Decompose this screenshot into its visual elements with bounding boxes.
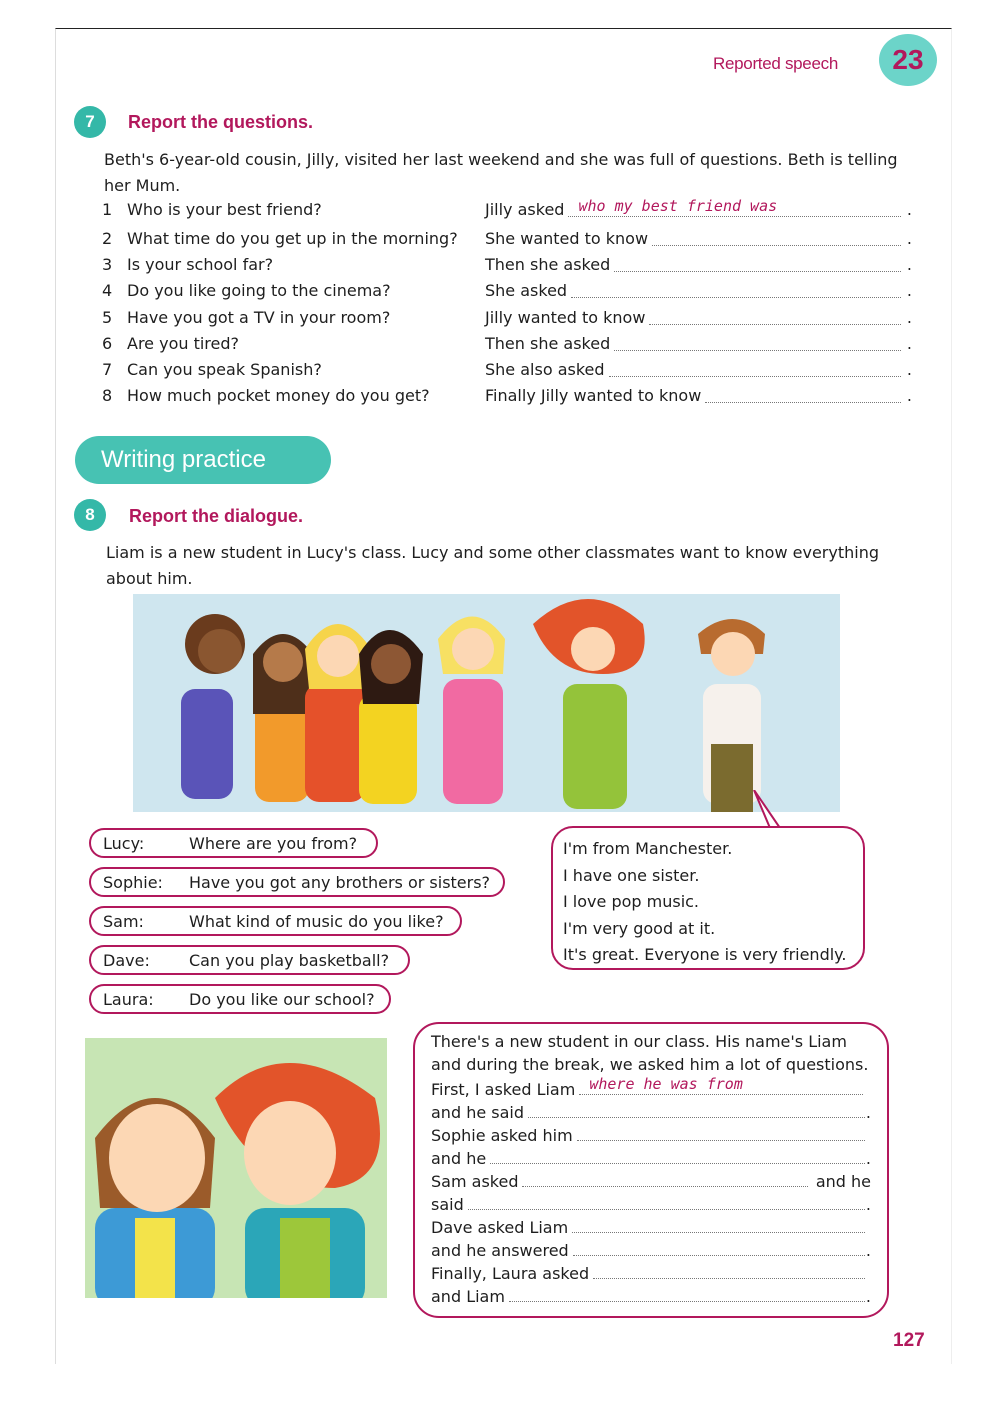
exercise-7-intro: Beth's 6-year-old cousin, Jilly, visited her last weekend and she was full of questions. Beth is telling her Mum. [104, 150, 898, 195]
speaker-question: Have you got any brothers or sisters? [189, 872, 491, 892]
story-blank[interactable] [490, 1147, 865, 1164]
question-number: 3 [102, 255, 113, 274]
section-title: Reported speech [713, 54, 838, 73]
question-pill-dave [89, 945, 410, 975]
answer-lead: Then she asked [485, 334, 611, 353]
question-pill-sam [89, 906, 462, 936]
answer-blank[interactable] [649, 308, 900, 325]
liam-answers-bubble [551, 826, 865, 970]
story-blank[interactable] [528, 1101, 865, 1118]
handwritten-answer: where he was from [589, 1075, 743, 1093]
answer-lead: Then she asked [485, 255, 611, 274]
exercise-8-number: 8 [74, 499, 106, 531]
speaker-question: Can you play basketball? [189, 950, 390, 970]
exercise-8-title: Report the dialogue. [129, 506, 304, 526]
unit-badge: 23 [879, 34, 937, 86]
answer-area: Jilly wanted to know . [485, 308, 912, 334]
story-blank[interactable] [579, 1075, 863, 1095]
question-row [102, 360, 912, 386]
liam-answer: I'm from Manchester. [563, 839, 733, 858]
answer-area: Then she asked . [485, 334, 912, 360]
story-blank[interactable] [522, 1170, 807, 1187]
two-girls-illustration [85, 1038, 387, 1298]
story-lead: and he said [431, 1103, 524, 1122]
story-line: and he answered . [431, 1241, 871, 1260]
exercise-7-number: 7 [74, 106, 106, 138]
question-text: Are you tired? [127, 334, 240, 353]
story-lead: and he [431, 1149, 487, 1168]
story-blank[interactable] [593, 1262, 865, 1279]
story-lead: Finally, Laura asked [431, 1264, 590, 1283]
answer-lead: Finally Jilly wanted to know [485, 386, 702, 405]
story-lead: and Liam [431, 1287, 505, 1306]
story-lead: First, I asked Liam [431, 1080, 576, 1099]
answer-area: She asked . [485, 281, 912, 307]
story-lead: Sam asked [431, 1172, 519, 1191]
answer-area: Jilly asked who my best friend was . [485, 200, 912, 226]
question-row [102, 229, 912, 255]
question-number: 2 [102, 229, 113, 248]
story-box [413, 1022, 889, 1318]
question-row [102, 281, 912, 307]
answer-area: She wanted to know . [485, 229, 912, 255]
students-drawing [133, 594, 840, 812]
question-row [102, 334, 912, 360]
question-text: Can you speak Spanish? [127, 360, 322, 379]
story-line: and he . [431, 1149, 871, 1168]
story-intro: There's a new student in our class. His name's Liam and during the break, we asked him a lot of questions. [431, 1032, 869, 1074]
answer-lead: Jilly wanted to know [485, 308, 646, 327]
liam-answer: I love pop music. [563, 892, 700, 911]
answer-blank[interactable] [568, 197, 900, 217]
story-line [431, 1168, 871, 1191]
page-number: 127 [893, 1330, 925, 1351]
answer-lead: Jilly asked [485, 200, 565, 219]
question-text: Who is your best friend? [127, 200, 322, 219]
answer-blank[interactable] [705, 386, 901, 403]
answer-lead: She wanted to know [485, 229, 649, 248]
story-line: and Liam . [431, 1287, 871, 1306]
story-tail: and he [815, 1172, 871, 1191]
question-number: 5 [102, 308, 113, 327]
liam-answer: I'm very good at it. [563, 918, 716, 938]
question-row [102, 386, 912, 412]
answer-area: Then she asked . [485, 255, 912, 281]
answer-blank[interactable] [571, 281, 901, 298]
story-line [431, 1260, 871, 1283]
question-text: Do you like going to the cinema? [127, 281, 391, 300]
speaker-name: Sam: [103, 911, 144, 931]
story-lead: Sophie asked him [431, 1126, 573, 1145]
speaker-question: Do you like our school? [189, 989, 375, 1009]
liam-answer: It's great. Everyone is very friendly. [563, 945, 847, 964]
story-blank[interactable] [509, 1285, 865, 1302]
story-lead: Dave asked Liam [431, 1218, 569, 1237]
story-blank[interactable] [577, 1124, 865, 1141]
bubble-tail [752, 790, 782, 830]
story-line [431, 1214, 871, 1237]
exercise-7-title: Report the questions. [128, 112, 314, 132]
question-pill-sophie [89, 867, 505, 897]
question-number: 1 [102, 200, 113, 219]
speaker-name: Lucy: [103, 833, 145, 853]
question-number: 6 [102, 334, 113, 353]
question-row [102, 197, 912, 226]
speaker-question: What kind of music do you like? [189, 911, 444, 931]
story-line: said . [431, 1195, 871, 1214]
story-blank[interactable] [572, 1216, 865, 1233]
story-blank[interactable] [573, 1239, 865, 1256]
question-number: 7 [102, 360, 113, 379]
question-text: How much pocket money do you get? [127, 386, 430, 405]
answer-lead: She asked [485, 281, 568, 300]
answer-area: She also asked . [485, 360, 912, 386]
story-lead: said [431, 1195, 464, 1214]
writing-practice-banner: Writing practice [75, 436, 331, 484]
question-text: Have you got a TV in your room? [127, 308, 391, 327]
speaker-question: Where are you from? [189, 833, 358, 853]
question-pill-lucy [89, 828, 378, 858]
story-line [431, 1076, 871, 1099]
question-number: 4 [102, 281, 113, 300]
story-lead: and he answered [431, 1241, 569, 1260]
speaker-name: Laura: [103, 989, 154, 1009]
story-blank[interactable] [468, 1193, 865, 1210]
speaker-name: Sophie: [103, 872, 163, 892]
question-pill-laura [89, 984, 391, 1014]
answer-blank[interactable] [609, 360, 901, 377]
answer-area: Finally Jilly wanted to know . [485, 386, 912, 412]
handwritten-answer: who my best friend was [578, 197, 778, 215]
question-text: Is your school far? [127, 255, 274, 274]
liam-answer: I have one sister. [563, 865, 700, 885]
answer-blank[interactable] [652, 229, 901, 246]
question-number: 8 [102, 386, 113, 405]
story-line [431, 1122, 871, 1145]
answer-lead: She also asked [485, 360, 605, 379]
answer-blank[interactable] [614, 334, 901, 351]
question-row [102, 255, 912, 281]
story-line: and he said . [431, 1103, 871, 1122]
question-row [102, 308, 912, 334]
two-girls-drawing [85, 1038, 387, 1298]
answer-blank[interactable] [614, 255, 901, 272]
speaker-name: Dave: [103, 950, 150, 970]
question-text: What time do you get up in the morning? [127, 229, 458, 248]
exercise-8-intro: Liam is a new student in Lucy's class. Lucy and some other classmates want to know everything about him. [106, 543, 879, 588]
students-illustration [133, 594, 840, 812]
